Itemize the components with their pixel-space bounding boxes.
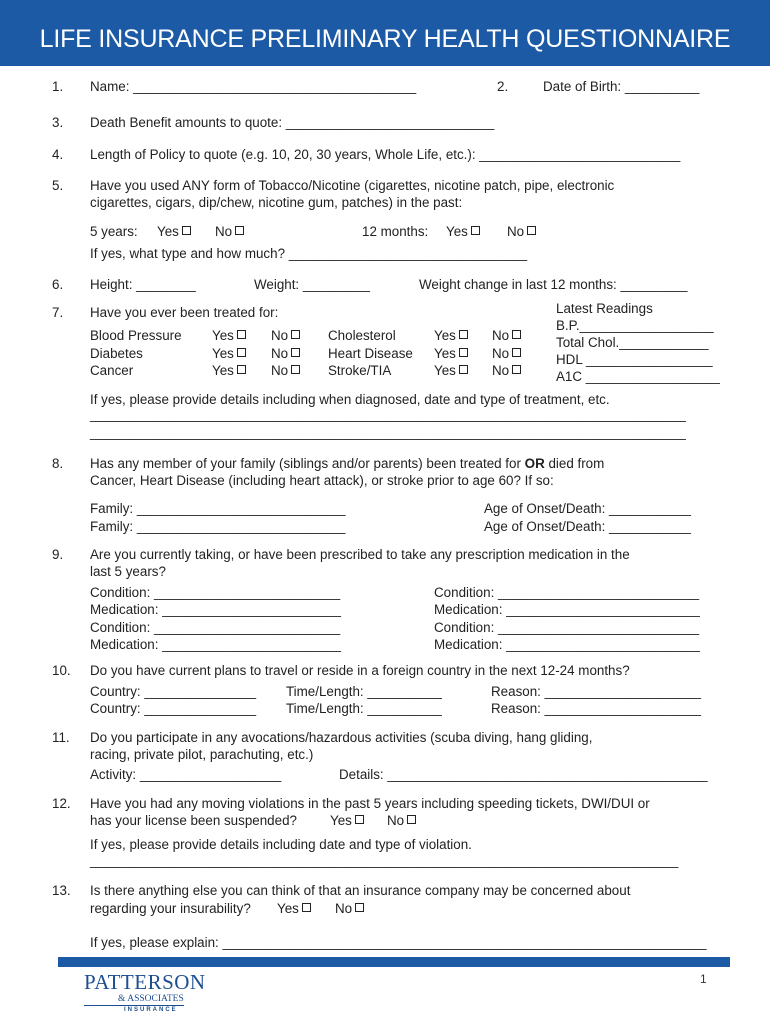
- yes-label: Yes: [434, 328, 456, 343]
- yes-label: Yes: [277, 901, 299, 916]
- condition-cholesterol: Cholesterol: [328, 328, 396, 343]
- q1-number: 1.: [52, 79, 64, 94]
- reason-field-1[interactable]: Reason: _____________________: [491, 684, 701, 699]
- yes-label: Yes: [446, 224, 468, 239]
- diabetes-no-checkbox[interactable]: [271, 345, 300, 362]
- cancer-yes-checkbox[interactable]: [212, 362, 246, 379]
- header-bar: [0, 0, 770, 66]
- checkbox-icon: [235, 226, 244, 235]
- date-of-birth-field[interactable]: Date of Birth: __________: [543, 79, 700, 94]
- q7-details-line-1[interactable]: ________________________________________________________________________________: [90, 407, 686, 422]
- checkbox-icon: [355, 815, 364, 824]
- reading-bp-field[interactable]: B.P.__________________: [556, 318, 714, 333]
- checkbox-icon: [512, 365, 521, 374]
- q12-number: 12.: [52, 796, 71, 811]
- no-label: No: [335, 901, 353, 916]
- q8-number: 8.: [52, 456, 64, 471]
- q7-number: 7.: [52, 305, 64, 320]
- q12-followup-text: If yes, please provide details including date and type of violation.: [90, 837, 472, 852]
- yes-label: Yes: [330, 813, 352, 828]
- death-benefit-field[interactable]: Death Benefit amounts to quote: ____________________________: [90, 115, 495, 130]
- checkbox-icon: [459, 330, 468, 339]
- violations-no-checkbox[interactable]: [387, 812, 416, 829]
- condition-field-2[interactable]: Condition: _________________________: [90, 620, 341, 635]
- no-label: No: [271, 363, 289, 378]
- q11-text-line1: Do you participate in any avocations/hazardous activities (scuba diving, hang gliding,: [90, 730, 593, 745]
- no-label: No: [215, 224, 233, 239]
- q9-text-line1: Are you currently taking, or have been prescribed to take any prescription medication in the: [90, 547, 630, 562]
- weight-field[interactable]: Weight: _________: [254, 277, 370, 292]
- condition-diabetes: Diabetes: [90, 346, 143, 361]
- checkbox-icon: [291, 348, 300, 357]
- bp-yes-checkbox[interactable]: [212, 327, 246, 344]
- checkbox-icon: [291, 330, 300, 339]
- footer-bar: [58, 957, 730, 967]
- q6-number: 6.: [52, 277, 64, 292]
- activity-field[interactable]: Activity: ___________________: [90, 767, 282, 782]
- time-length-field-1[interactable]: Time/Length: __________: [286, 684, 442, 699]
- weight-change-field[interactable]: Weight change in last 12 months: _________: [419, 277, 688, 292]
- q8-text-a: Has any member of your family (siblings and/or parents) been treated for: [90, 456, 525, 471]
- tobacco-type-field[interactable]: If yes, what type and how much? ________________________________: [90, 246, 528, 261]
- q9-number: 9.: [52, 547, 64, 562]
- no-label: No: [492, 328, 510, 343]
- medication-field-2[interactable]: Medication: ________________________: [90, 637, 341, 652]
- company-logo-subtitle: & ASSOCIATES: [118, 994, 184, 1004]
- checkbox-icon: [527, 226, 536, 235]
- age-onset-field-1[interactable]: Age of Onset/Death: ___________: [484, 501, 691, 516]
- checkbox-icon: [237, 330, 246, 339]
- q8-text-line1: [90, 455, 604, 472]
- name-field[interactable]: Name: ______________________________________: [90, 79, 417, 94]
- yes-label: Yes: [212, 363, 234, 378]
- q12-text-line1: Have you had any moving violations in the past 5 years including speeding tickets, DWI/DUI or: [90, 796, 650, 811]
- checkbox-icon: [459, 365, 468, 374]
- condition-stroke: Stroke/TIA: [328, 363, 392, 378]
- q12-text-line2: has your license been suspended?: [90, 813, 297, 828]
- checkbox-icon: [407, 815, 416, 824]
- yes-label: Yes: [434, 346, 456, 361]
- yes-label: Yes: [434, 363, 456, 378]
- yes-label: Yes: [212, 346, 234, 361]
- insurability-no-checkbox[interactable]: [335, 900, 364, 917]
- activity-details-field[interactable]: Details: ___________________________________________: [339, 767, 708, 782]
- heart-yes-checkbox[interactable]: [434, 345, 468, 362]
- age-onset-field-2[interactable]: Age of Onset/Death: ___________: [484, 519, 691, 534]
- country-field-1[interactable]: Country: _______________: [90, 684, 257, 699]
- q9-text-line2: last 5 years?: [90, 564, 166, 579]
- condition-field-4[interactable]: Condition: ___________________________: [434, 620, 700, 635]
- reason-field-2[interactable]: Reason: _____________________: [491, 701, 701, 716]
- q10-text: Do you have current plans to travel or reside in a foreign country in the next 12-24 months?: [90, 663, 630, 678]
- q8-text-or: OR: [524, 456, 545, 471]
- medication-field-3[interactable]: Medication: __________________________: [434, 602, 700, 617]
- family-field-2[interactable]: Family: ____________________________: [90, 519, 346, 534]
- no-label: No: [271, 328, 289, 343]
- q10-number: 10.: [52, 663, 71, 678]
- violations-yes-checkbox[interactable]: [330, 812, 364, 829]
- q5-text-line2: cigarettes, cigars, dip/chew, nicotine gum, patches) in the past:: [90, 195, 463, 210]
- q11-number: 11.: [52, 730, 70, 745]
- page-title: LIFE INSURANCE PRELIMINARY HEALTH QUESTIONNAIRE: [39, 25, 731, 53]
- diabetes-yes-checkbox[interactable]: [212, 345, 246, 362]
- no-label: No: [387, 813, 405, 828]
- condition-field-1[interactable]: Condition: _________________________: [90, 585, 341, 600]
- checkbox-icon: [182, 226, 191, 235]
- q5-text-line1: Have you used ANY form of Tobacco/Nicotine (cigarettes, nicotine patch, pipe, electronic: [90, 178, 615, 193]
- tobacco-12mo-no-checkbox[interactable]: [507, 223, 536, 240]
- no-label: No: [507, 224, 525, 239]
- cholesterol-yes-checkbox[interactable]: [434, 327, 468, 344]
- q5-number: 5.: [52, 178, 64, 193]
- q13-text-line1: Is there anything else you can think of that an insurance company may be concerned about: [90, 883, 631, 898]
- checkbox-icon: [512, 348, 521, 357]
- condition-cancer: Cancer: [90, 363, 134, 378]
- violation-details-field[interactable]: _______________________________________________________________________________: [90, 853, 679, 868]
- insurability-yes-checkbox[interactable]: [277, 900, 311, 917]
- q8-text-line2: Cancer, Heart Disease (including heart attack), or stroke prior to age 60? If so:: [90, 473, 554, 488]
- medication-field-1[interactable]: Medication: ________________________: [90, 602, 341, 617]
- reading-a1c-field[interactable]: A1C __________________: [556, 369, 720, 384]
- checkbox-icon: [237, 365, 246, 374]
- company-logo: PATTERSON: [84, 970, 206, 994]
- reading-hdl-field[interactable]: HDL _________________: [556, 352, 713, 367]
- family-field-1[interactable]: Family: ____________________________: [90, 501, 346, 516]
- q11-text-line2: racing, private pilot, parachuting, etc.): [90, 747, 314, 762]
- latest-readings-title: Latest Readings: [556, 301, 653, 316]
- checkbox-icon: [302, 903, 311, 912]
- cholesterol-no-checkbox[interactable]: [492, 327, 521, 344]
- company-logo-tagline: INSURANCE: [124, 1007, 178, 1013]
- checkbox-icon: [355, 903, 364, 912]
- stroke-yes-checkbox[interactable]: [434, 362, 468, 379]
- tobacco-12mo-yes-checkbox[interactable]: [446, 223, 480, 240]
- medication-field-4[interactable]: Medication: __________________________: [434, 637, 700, 652]
- no-label: No: [492, 346, 510, 361]
- q7-details-line-2[interactable]: ________________________________________________________________________________: [90, 425, 686, 440]
- tobacco-5yr-yes-checkbox[interactable]: [157, 223, 191, 240]
- country-field-2[interactable]: Country: _______________: [90, 701, 257, 716]
- q7-details-text: If yes, please provide details including when diagnosed, date and type of treatment, etc.: [90, 392, 610, 407]
- page-number: 1: [700, 972, 707, 986]
- stroke-no-checkbox[interactable]: [492, 362, 521, 379]
- q8-text-b: died from: [544, 456, 605, 471]
- checkbox-icon: [471, 226, 480, 235]
- bp-no-checkbox[interactable]: [271, 327, 300, 344]
- q3-number: 3.: [52, 115, 64, 130]
- height-field[interactable]: Height: ________: [90, 277, 196, 292]
- tobacco-5-years-label: 5 years:: [90, 224, 138, 239]
- tobacco-5yr-no-checkbox[interactable]: [215, 223, 244, 240]
- explain-field[interactable]: If yes, please explain: _________________________________________________________________: [90, 935, 707, 950]
- q4-number: 4.: [52, 147, 64, 162]
- checkbox-icon: [512, 330, 521, 339]
- no-label: No: [271, 346, 289, 361]
- no-label: No: [492, 363, 510, 378]
- reading-total-chol-field[interactable]: Total Chol.____________: [556, 335, 709, 350]
- checkbox-icon: [237, 348, 246, 357]
- checkbox-icon: [291, 365, 300, 374]
- q2-number: 2.: [497, 79, 509, 94]
- q7-text: Have you ever been treated for:: [90, 305, 279, 320]
- tobacco-12-months-label: 12 months:: [362, 224, 429, 239]
- checkbox-icon: [459, 348, 468, 357]
- condition-blood-pressure: Blood Pressure: [90, 328, 182, 343]
- policy-length-field[interactable]: Length of Policy to quote (e.g. 10, 20, 30 years, Whole Life, etc.): ___________________________: [90, 147, 681, 162]
- yes-label: Yes: [212, 328, 234, 343]
- time-length-field-2[interactable]: Time/Length: __________: [286, 701, 442, 716]
- q13-text-line2: regarding your insurability?: [90, 901, 251, 916]
- heart-no-checkbox[interactable]: [492, 345, 521, 362]
- cancer-no-checkbox[interactable]: [271, 362, 300, 379]
- condition-field-3[interactable]: Condition: ___________________________: [434, 585, 700, 600]
- q13-number: 13.: [52, 883, 71, 898]
- yes-label: Yes: [157, 224, 179, 239]
- condition-heart-disease: Heart Disease: [328, 346, 413, 361]
